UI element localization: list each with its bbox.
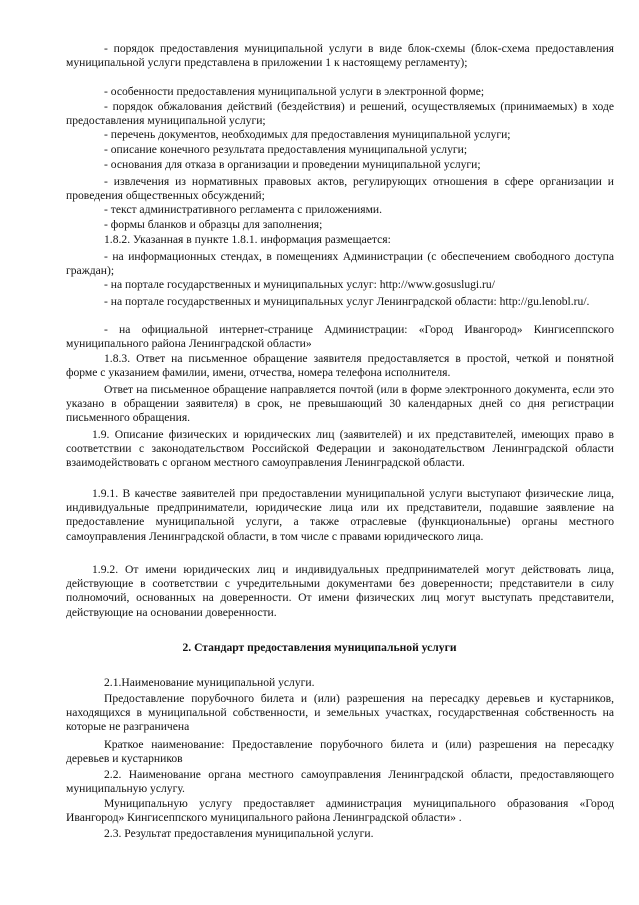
- list-item-official-site: - на официальной интернет-странице Администрации: «Город Ивангород» Кингисеппского муниципального района Ленинградской области»: [66, 323, 614, 351]
- paragraph-service-name: Предоставление порубочного билета и (или) разрешения на пересадку деревьев и кустарников, находящихся в муниципальной собственности, и земельных участках, государственная собственность на которые не разграничена: [66, 692, 614, 734]
- clause-2-1: 2.1.Наименование муниципальной услуги.: [104, 676, 315, 689]
- list-item-lenobl-portal: - на портале государственных и муниципальных услуг Ленинградской области: http://gu.lenobl.ru/.: [104, 295, 590, 308]
- clause-2-2: 2.2. Наименование органа местного самоуправления Ленинградской области, предоставляющего муниципальную услугу.: [66, 768, 614, 796]
- clause-1-9: 1.9. Описание физических и юридических лиц (заявителей) и их представителей, имеющих право в соответствии с законодательством Российской Федерации и законодательством Ленинградской области взаимодействовать с органом местного самоуправления Ленинградской области.: [66, 428, 614, 470]
- list-item-final-result: - описание конечного результата предоставления муниципальной услуги;: [104, 143, 468, 156]
- list-item-appeal-procedure: - порядок обжалования действий (бездействия) и решений, осуществляемых (принимаемых) в ходе предоставления муниципальной услуги;: [66, 100, 614, 128]
- clause-2-3: 2.3. Результат предоставления муниципальной услуги.: [104, 827, 374, 840]
- clause-1-9-1: 1.9.1. В качестве заявителей при предоставлении муниципальной услуги выступают физические лица, индивидуальные предприниматели, юридические лица или их представители, подавшие заявление на предоставление муниципальной услуги, а также отраслевые (функциональные) органы местного самоуправления Ленинградской области, в том числе с правами юридического лица.: [66, 487, 614, 543]
- list-item-legal-extracts: - извлечения из нормативных правовых актов, регулирующих отношения в сфере организации и проведения общественных обсуждений;: [66, 175, 614, 203]
- list-item-gosuslugi-portal: - на портале государственных и муниципальных услуг: http://www.gosuslugi.ru/: [104, 278, 495, 291]
- paragraph-short-name: Краткое наименование: Предоставление порубочного билета и (или) разрешения на пересадку деревьев и кустарников: [66, 738, 614, 766]
- clause-1-8-2: 1.8.2. Указанная в пункте 1.8.1. информация размещается:: [104, 233, 391, 246]
- list-item-info-stands: - на информационных стендах, в помещениях Администрации (с обеспечением свободного доступа граждан);: [66, 250, 614, 278]
- section-heading: 2. Стандарт предоставления муниципальной услуги: [182, 641, 457, 654]
- paragraph-service-provider: Муниципальную услугу предоставляет администрация муниципального образования «Город Ивангород» Кингисеппского муниципального района Ленинградской области» .: [66, 797, 614, 825]
- list-item-refusal-grounds: - основания для отказа в организации и проведении муниципальной услуги;: [104, 158, 481, 171]
- clause-1-8-3: 1.8.3. Ответ на письменное обращение заявителя предоставляется в простой, четкой и понятной форме с указанием фамилии, имени, отчества, номера телефона исполнителя.: [66, 352, 614, 380]
- paragraph-written-reply: Ответ на письменное обращение направляется почтой (или в форме электронного документа, если это указано в обращении заявителя) в срок, не превышающий 30 календарных дней со дня регистрации письменного обращения.: [66, 383, 614, 425]
- list-item-forms: - формы бланков и образцы для заполнения;: [104, 218, 323, 231]
- list-item-documents-list: - перечень документов, необходимых для предоставления муниципальной услуги;: [104, 128, 511, 141]
- clause-1-9-2: 1.9.2. От имени юридических лиц и индивидуальных предпринимателей могут действовать лица, действующие в соответствии с учредительными документами без доверенности; представители в силу полномочий, основанных на доверенности. От имени физических лиц могут выступать представители, действующие на основании доверенности.: [66, 563, 614, 619]
- list-item-procedure-flowchart: - порядок предоставления муниципальной услуги в виде блок-схемы (блок-схема предоставления муниципальной услуги представлена в приложении 1 к настоящему регламенту);: [66, 42, 614, 70]
- list-item-electronic-form: - особенности предоставления муниципальной услуги в электронной форме;: [104, 85, 485, 98]
- list-item-regulation-text: - текст административного регламента с приложениями.: [104, 203, 383, 216]
